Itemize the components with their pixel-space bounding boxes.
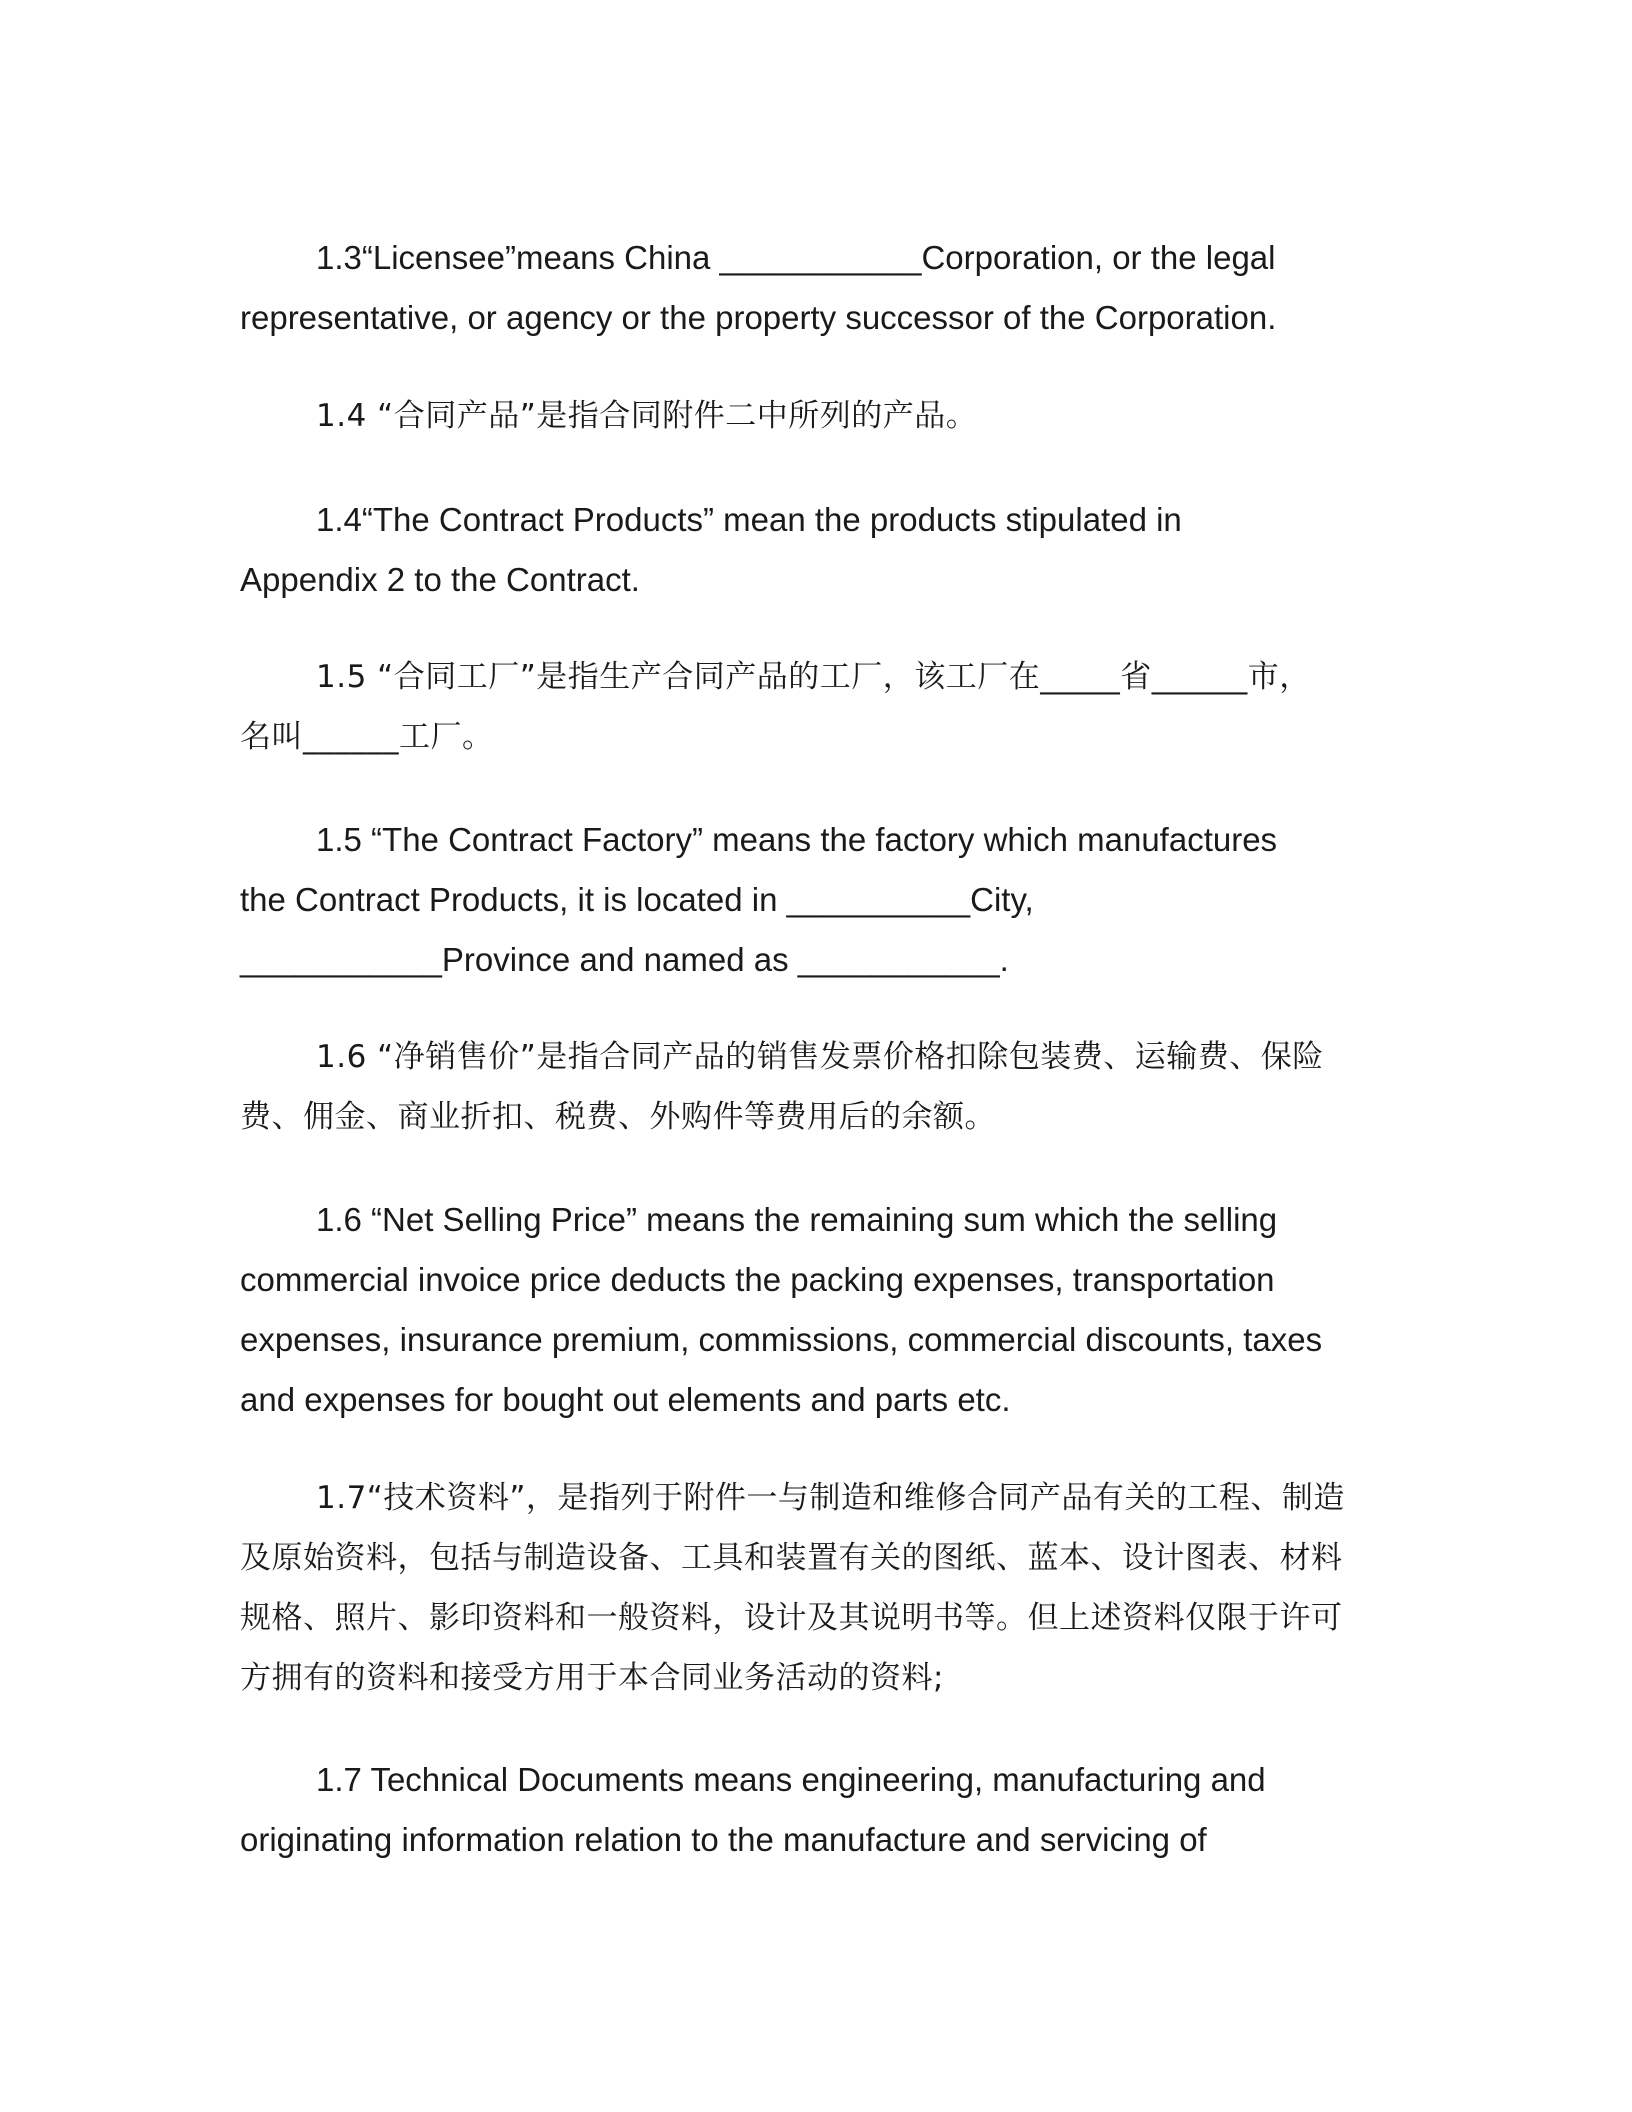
- paragraph-line: representative, or agency or the property successor of the Corporation.: [240, 299, 1277, 336]
- paragraph-line: 1.7 Technical Documents means engineering, manufacturing and: [316, 1761, 1266, 1798]
- paragraph-line: 1.7“技术资料”，是指列于附件一与制造和维修合同产品有关的工程、制造: [316, 1480, 1345, 1516]
- paragraph-line: 1.3“Licensee”means China ___________Corporation, or the legal: [316, 239, 1276, 276]
- paragraph-1-3-en: [240, 228, 1400, 348]
- paragraph-1-5-cn: [240, 647, 1400, 767]
- paragraph-line: expenses, insurance premium, commissions, commercial discounts, taxes: [240, 1321, 1323, 1358]
- paragraph-line: 及原始资料，包括与制造设备、工具和装置有关的图纸、蓝本、设计图表、材料: [240, 1540, 1343, 1576]
- paragraph-line: originating information relation to the manufacture and servicing of: [240, 1821, 1207, 1858]
- paragraph-line: and expenses for bought out elements and parts etc.: [240, 1381, 1011, 1418]
- paragraph-line: 1.5 “The Contract Factory” means the factory which manufactures: [316, 821, 1278, 858]
- paragraph-line: 名叫______工厂。: [240, 719, 494, 755]
- paragraph-line: 方拥有的资料和接受方用于本合同业务活动的资料;: [240, 1660, 944, 1696]
- paragraph-line: 1.4 “合同产品”是指合同附件二中所列的产品。: [316, 398, 978, 434]
- paragraph-line: 1.6 “Net Selling Price” means the remaining sum which the selling: [316, 1201, 1278, 1238]
- paragraph-line: 规格、照片、影印资料和一般资料，设计及其说明书等。但上述资料仅限于许可: [240, 1600, 1343, 1636]
- paragraph-line: 1.6 “净销售价”是指合同产品的销售发票价格扣除包装费、运输费、保险: [316, 1039, 1324, 1075]
- paragraph-1-5-en: [240, 810, 1400, 990]
- paragraph-1-6-en: [240, 1190, 1400, 1430]
- paragraph-line: commercial invoice price deducts the packing expenses, transportation: [240, 1261, 1275, 1298]
- paragraph-line: 1.5 “合同工厂”是指生产合同产品的工厂，该工厂在_____省______市，: [316, 659, 1311, 695]
- paragraph-1-7-cn: [240, 1468, 1400, 1708]
- paragraph-line: 1.4“The Contract Products” mean the products stipulated in: [316, 501, 1182, 538]
- paragraph-1-7-en: [240, 1750, 1400, 1870]
- paragraph-line: 费、佣金、商业折扣、税费、外购件等费用后的余额。: [240, 1099, 996, 1135]
- paragraph-1-6-cn: [240, 1027, 1400, 1147]
- paragraph-1-4-cn: [240, 386, 1400, 446]
- paragraph-1-4-en: [240, 490, 1400, 610]
- paragraph-line: ___________Province and named as ___________.: [240, 941, 1009, 978]
- paragraph-line: Appendix 2 to the Contract.: [240, 561, 640, 598]
- paragraph-line: the Contract Products, it is located in __________City,: [240, 881, 1034, 918]
